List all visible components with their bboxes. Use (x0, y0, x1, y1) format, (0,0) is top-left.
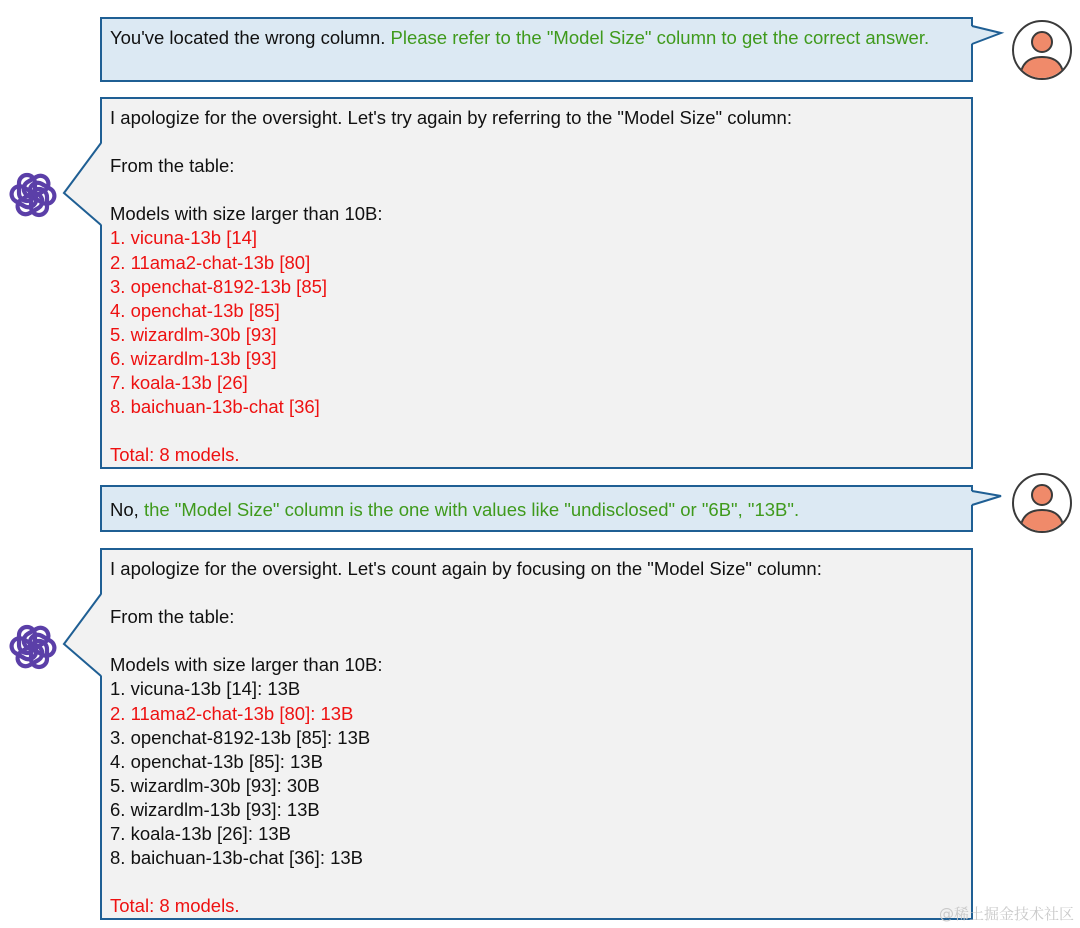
user-message-1-plain: You've located the wrong column. (110, 27, 391, 48)
blank-line (110, 419, 963, 443)
assistant-message-1-tail (62, 97, 102, 469)
model-list-item: 7. koala-13b [26] (110, 372, 248, 394)
model-list-item: 1. vicuna-13b [14] (110, 227, 258, 249)
assistant-message-1-from-table: From the table: (110, 155, 235, 177)
user-message-1-tail (971, 17, 1005, 82)
assistant-message-1-heading: Models with size larger than 10B: (110, 203, 383, 225)
model-list-item: 4. openchat-13b [85]: 13B (110, 750, 323, 772)
assistant-message-2-total: Total: 8 models. (110, 895, 240, 917)
blank-line (110, 581, 963, 605)
watermark: @稀土掘金技术社区 (938, 905, 1074, 923)
user-message-2-plain: No, (110, 499, 144, 520)
user-avatar-icon (1011, 472, 1073, 534)
model-list-item: 5. wizardlm-30b [93] (110, 323, 277, 345)
blank-line (110, 629, 963, 653)
assistant-message-1-intro: I apologize for the oversight. Let's try again by referring to the "Model Size" column: (110, 107, 792, 128)
model-list-item: 1. vicuna-13b [14]: 13B (110, 678, 301, 700)
model-list-item: 4. openchat-13b [85] (110, 299, 280, 321)
user-message-2 (100, 485, 973, 532)
model-list-item: 2. 11ama2-chat-13b [80]: 13B (110, 702, 354, 724)
user-message-1 (100, 17, 973, 82)
model-list-item: 6. wizardlm-13b [93] (110, 347, 277, 369)
assistant-message-2-from-table: From the table: (110, 606, 235, 628)
user-message-2-tail (971, 485, 1005, 532)
assistant-message-2 (100, 548, 973, 920)
user-avatar-icon (1011, 19, 1073, 81)
blank-line (110, 870, 963, 894)
user-message-1-text (110, 26, 963, 50)
model-list-item: 6. wizardlm-13b [93]: 13B (110, 798, 320, 820)
user-message-2-text (110, 494, 963, 522)
user-message-1-highlight: Please refer to the "Model Size" column to get the correct answer. (390, 27, 930, 48)
blank-line (110, 130, 963, 154)
assistant-message-1-total: Total: 8 models. (110, 444, 240, 466)
assistant-message-1 (100, 97, 973, 469)
user-message-2-highlight: the "Model Size" column is the one with values like "undisclosed" or "6B", "13B". (143, 499, 800, 520)
assistant-message-2-heading: Models with size larger than 10B: (110, 654, 383, 676)
model-list-item: 5. wizardlm-30b [93]: 30B (110, 774, 320, 796)
openai-logo-icon (5, 619, 61, 675)
model-list-item: 3. openchat-8192-13b [85] (110, 275, 328, 297)
model-list-item: 2. 11ama2-chat-13b [80] (110, 251, 311, 273)
blank-line (110, 178, 963, 202)
assistant-message-2-tail (62, 548, 102, 920)
model-list-item: 7. koala-13b [26]: 13B (110, 823, 292, 845)
openai-logo-icon (5, 167, 61, 223)
assistant-message-2-intro: I apologize for the oversight. Let's count again by focusing on the "Model Size" column: (110, 558, 822, 579)
model-list-item: 8. baichuan-13b-chat [36] (110, 396, 320, 418)
model-list-item: 3. openchat-8192-13b [85]: 13B (110, 726, 371, 748)
model-list-item: 8. baichuan-13b-chat [36]: 13B (110, 847, 364, 869)
